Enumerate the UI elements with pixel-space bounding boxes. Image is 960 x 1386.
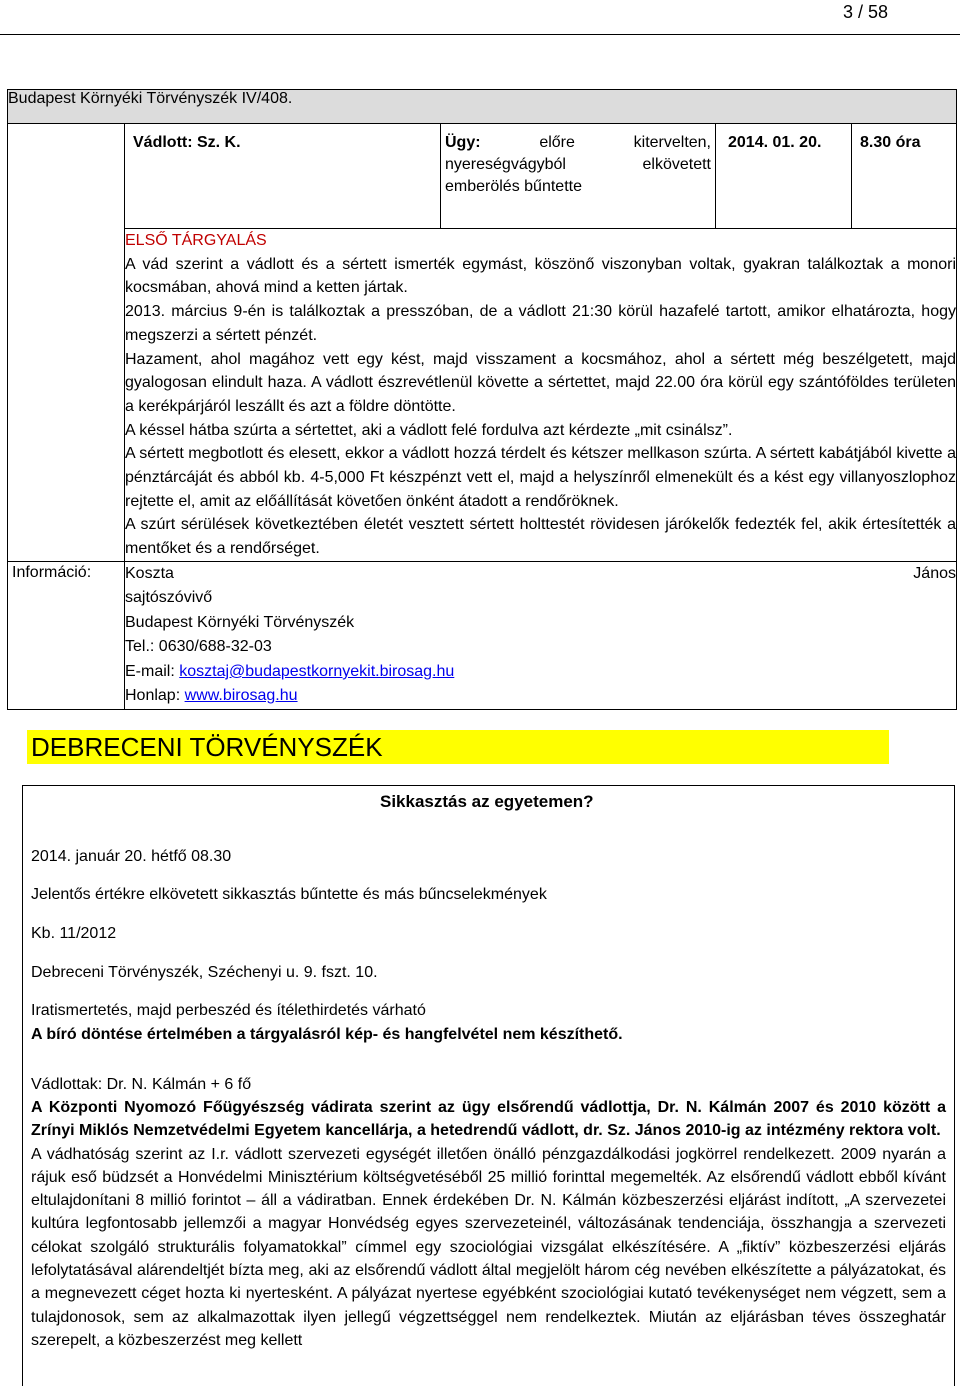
- hearing-time: 8.30 óra: [860, 134, 921, 151]
- case-meta-cell: [125, 124, 957, 229]
- case-description: [125, 229, 957, 562]
- info-label-cell: [8, 561, 125, 709]
- recording-notice: A bíró döntése értelmében a tárgyalásról kép- és hangfelvétel nem készíthető.: [31, 1026, 623, 1043]
- hearing-date: 2014. 01. 20.: [716, 124, 852, 228]
- web-label: Honlap:: [125, 687, 185, 705]
- contact-web-row: [125, 684, 956, 709]
- page-number: 3 / 58: [842, 2, 888, 22]
- summary-paragraph: A Központi Nyomozó Főügyészség vádirata szerint az ügy elsőrendű vádlottja, Dr. N. Kálmán 2007 és 2010 között a Zrínyi Miklós Nemzetvédelmi Egyetem kancellárja, a hetedrendű vádlott, dr. Sz. János 2010-ig az intézmény rektora volt.: [31, 1099, 946, 1140]
- contact-role: sajtószóvivő: [125, 589, 213, 607]
- blank-label-cell: [8, 124, 125, 562]
- case-block-budapest: [7, 89, 957, 710]
- contact-first-name: Koszta: [125, 564, 174, 582]
- case-process: Iratismertetés, majd perbeszéd és ítélethirdetés várható: [31, 1002, 426, 1019]
- paragraph-4: A késsel hátba szúrta a sértettet, aki a vádlott felé fordulva azt kérdezte „mit csinálsz”.: [125, 421, 733, 439]
- paragraph-6: A szúrt sérülések következtében életét vesztett sértett holttestét rövidesen járókelők fedezték fel, akik értesítették a mentőket és a rendőrséget.: [125, 516, 956, 558]
- contact-block: [125, 561, 957, 709]
- website-link[interactable]: www.birosag.hu: [184, 687, 298, 705]
- case-charge: Jelentős értékre elkövetett sikkasztás bűntette és más bűncselekmények: [31, 886, 547, 903]
- paragraph-5: A sértett megbotlott és elesett, ekkor a vádlott hozzá térdelt és kétszer mellkason szúrta. A sértett kabátjából kivette a pénztárcáját és abból kb. 4-5,000 Ft készpénzt vett el, majd a helyszínről elmenekült és a kést egy villanyoszlophoz rejtette el, amit az előállítását követően önként átadott a rendőröknek.: [125, 445, 956, 510]
- email-label: E-mail:: [125, 662, 180, 680]
- contact-phone: Tel.: 0630/688-32-03: [125, 638, 272, 656]
- case-text: előre kitervelten, nyereségvágyból elkövetett emberölés bűntette: [445, 134, 711, 195]
- paragraph-1: A vád szerint a vádlott és a sértett ismerték egymást, köszönő viszonyban voltak, gyakran találkoztak a monori kocsmában, ahová mind a ketten jártak.: [125, 255, 956, 297]
- paragraph-3: Hazament, ahol magához vett egy kést, majd visszament a kocsmához, ahol a sértett még beszélgetett, majd gyalogosan elindult haza. A vádlott észrevétlenül követte a sértettet, majd 22.00 óra körül egy szántóföldes területen a kerékpárjáról leszállt és azt a földre döntötte.: [125, 350, 956, 415]
- case-datetime: 2014. január 20. hétfő 08.30: [31, 848, 232, 865]
- defendants-line: Vádlottak: Dr. N. Kálmán + 6 fő: [31, 1076, 252, 1093]
- email-link[interactable]: kosztaj@budapestkornyekit.birosag.hu: [179, 662, 455, 680]
- body-paragraph: A vádhatóság szerint az I.r. vádlott szervezeti egységét illetően önálló pénzgazdálkodási jogkörrel rendelkezett. 2009 nyarán a rájuk eső büdzsét a Honvédelmi Minisztérium költségvetéséből 25 millió forinttal megemelték. Az elsőrendű vádlott ebből kívánt eltulajdonítani 8 millió forintot – áll a vádiratban. Ennek érdekében Dr. N. Kálmán közbeszerzési eljárást indított, „A szervezetei kultúra legfontosabb jellemzői a magyar Honvédség egyes szervezeteinél, változásának tendenciája, összhangja a szervezeti célokat szolgáló strukturális folyamatokkal” címmel egy szociológiai vizsgálat elkészítésére. A „fiktív” közbeszerzési eljárás lefolytatásával alárendeltjét bízta meg, aki az elsőrendű vádlott által megjelölt három cég nevében elkészítette a pályázatokat, és a megnevezett céget hozta ki nyertesként. A pályázat nyertese egyébként szociológiai kutató tevékenységet nem végzett, sem a tulajdonosok, sem az alkalmazottak ilyen jellegű végzettséggel nem rendelkeztek. Miután az eljárásban téves összeghatár szerepelt, a közbeszerzést meg kellett: [31, 1145, 946, 1349]
- contact-org: Budapest Környéki Törvényszék: [125, 613, 355, 631]
- contact-last-name: János: [913, 564, 956, 582]
- case-body: [31, 1096, 946, 1352]
- court-row: Budapest Környéki Törvényszék IV/408.: [8, 90, 957, 124]
- paragraph-2: 2013. március 9-én is találkoztak a presszóban, de a vádlott 21:30 körül hazafelé tartott, amikor elhatározta, hogy megszerzi a sértett pénzét.: [125, 303, 956, 344]
- case-title: Sikkasztás az egyetemen?: [380, 792, 594, 811]
- info-label: Információ:: [12, 563, 92, 581]
- header-divider: [0, 34, 960, 35]
- case-number: Kb. 11/2012: [31, 925, 117, 942]
- case-location: Debreceni Törvényszék, Széchenyi u. 9. fszt. 10.: [31, 964, 378, 981]
- defendant-name: Vádlott: Sz. K.: [125, 124, 441, 228]
- case-type: [441, 124, 716, 228]
- contact-email-row: [125, 660, 956, 685]
- court-title: DEBRECENI TÖRVÉNYSZÉK: [31, 732, 383, 762]
- case-block-debrecen: [22, 785, 955, 1386]
- hearing-heading: ELSŐ TÁRGYALÁS: [125, 232, 267, 249]
- case-label: Ügy:: [445, 134, 481, 151]
